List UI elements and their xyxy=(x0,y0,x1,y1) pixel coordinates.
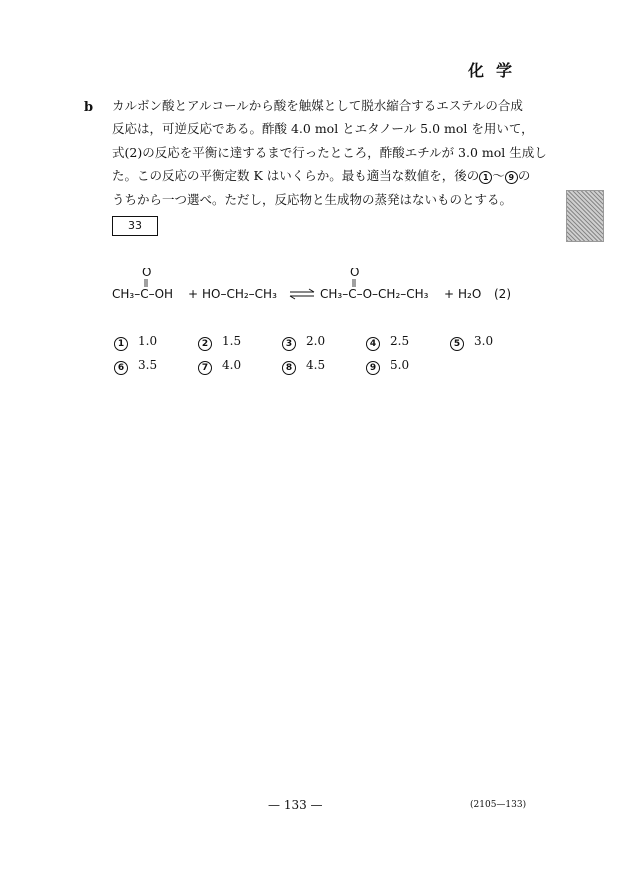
choice-value: 4.0 xyxy=(222,358,242,372)
page-number: — 133 — xyxy=(268,798,323,812)
choice-5[interactable] xyxy=(450,334,493,351)
choice-number: 2 xyxy=(198,337,212,351)
choice-value: 5.0 xyxy=(390,358,410,372)
line-4-tail: の xyxy=(517,168,531,183)
choice-number: 6 xyxy=(114,361,128,375)
equilibrium-arrow xyxy=(290,289,314,299)
choice-value: 2.0 xyxy=(306,334,326,348)
choice-7[interactable] xyxy=(198,358,241,375)
question-label: b xyxy=(84,100,94,115)
choice-value: 2.5 xyxy=(390,334,410,348)
acetic-acid: CH₃–C–OH xyxy=(112,287,174,301)
choice-number: 1 xyxy=(114,337,128,351)
choice-number: 5 xyxy=(450,337,464,351)
answer-box: 33 xyxy=(112,216,158,236)
section-tab-marker xyxy=(566,190,604,242)
question-line-3: 式(2)の反応を平衡に達するまで行ったところ，酢酸エチルが 3.0 mol 生成し xyxy=(112,145,547,160)
choice-number: 3 xyxy=(282,337,296,351)
choice-4[interactable] xyxy=(366,334,409,351)
acid-oxygen: O xyxy=(142,268,152,279)
question-line-4 xyxy=(112,170,530,184)
range-separator: ～ xyxy=(492,168,505,183)
range-end-marker: 9 xyxy=(505,171,518,184)
choice-1[interactable] xyxy=(114,334,157,351)
chemical-equation xyxy=(112,268,532,308)
range-start-marker: 1 xyxy=(479,171,492,184)
choice-9[interactable] xyxy=(366,358,409,375)
equation-number: (2) xyxy=(494,287,511,301)
choice-value: 1.0 xyxy=(138,334,158,348)
choice-value: 3.5 xyxy=(138,358,158,372)
choice-value: 4.5 xyxy=(306,358,326,372)
question-line-5: うちから一つ選べ。ただし，反応物と生成物の蒸発はないものとする。 xyxy=(112,192,513,207)
choice-value: 1.5 xyxy=(222,334,242,348)
water: H₂O xyxy=(458,287,482,301)
choice-6[interactable] xyxy=(114,358,157,375)
choice-number: 4 xyxy=(366,337,380,351)
ester-oxygen: O xyxy=(350,268,360,279)
choice-2[interactable] xyxy=(198,334,241,351)
ethyl-acetate: CH₃–C–O–CH₂–CH₃ xyxy=(320,287,429,301)
exam-code: (2105—133) xyxy=(470,800,527,810)
plus-sign-2: + xyxy=(444,287,455,301)
plus-sign-1: + xyxy=(188,287,199,301)
question-line-1: カルボン酸とアルコールから酸を触媒として脱水縮合するエステルの合成 xyxy=(112,98,523,113)
choice-value: 3.0 xyxy=(474,334,494,348)
question-line-4-text: た。この反応の平衡定数 K はいくらか。最も適当な数値を，後の xyxy=(112,168,480,183)
choice-number: 9 xyxy=(366,361,380,375)
subject-heading: 化学 xyxy=(468,61,525,80)
question-line-2: 反応は，可逆反応である。酢酸 4.0 mol とエタノール 5.0 mol を用いて， xyxy=(112,121,534,136)
choice-number: 7 xyxy=(198,361,212,375)
choice-8[interactable] xyxy=(282,358,325,375)
choice-number: 8 xyxy=(282,361,296,375)
choice-3[interactable] xyxy=(282,334,325,351)
ethanol: HO–CH₂–CH₃ xyxy=(202,287,277,301)
